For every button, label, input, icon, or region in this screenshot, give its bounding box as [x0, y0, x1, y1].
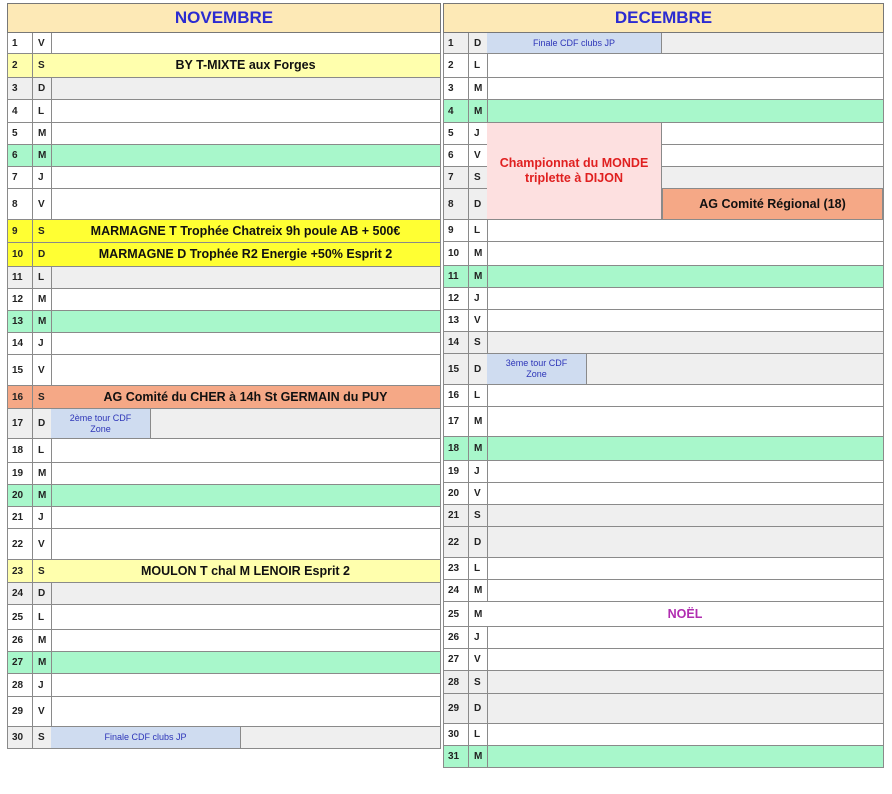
- day-of-week: J: [468, 288, 487, 309]
- november-calendar: [7, 3, 441, 749]
- day-of-week: V: [32, 189, 51, 219]
- day-number: 4: [444, 100, 468, 122]
- day-row: [7, 78, 441, 100]
- day-of-week: J: [468, 627, 487, 648]
- day-row: [7, 289, 441, 311]
- day-row: [443, 505, 884, 527]
- day-of-week: J: [468, 123, 487, 144]
- day-number: 3: [444, 78, 468, 99]
- day-number: 23: [444, 558, 468, 579]
- day-of-week: S: [468, 671, 487, 693]
- day-event-cell[interactable]: [51, 674, 440, 696]
- day-number: 2: [444, 54, 468, 77]
- day-number: 20: [8, 485, 32, 506]
- day-row: [443, 242, 884, 266]
- day-event-cell[interactable]: [51, 333, 440, 354]
- day-of-week: S: [32, 220, 51, 242]
- day-number: 7: [444, 167, 468, 188]
- day-of-week: M: [32, 289, 51, 310]
- day-number: 29: [8, 697, 32, 726]
- day-event-cell[interactable]: [487, 78, 883, 99]
- day-event-cell[interactable]: [487, 627, 883, 648]
- day-row: [443, 78, 884, 100]
- day-event-cell[interactable]: [487, 332, 883, 353]
- day-event-cell[interactable]: [487, 724, 883, 745]
- day-number: 1: [444, 33, 468, 53]
- day-row: [7, 529, 441, 560]
- day-row: [443, 220, 884, 242]
- day-event-cell[interactable]: [487, 100, 883, 122]
- event: AG Comité Régional (18): [662, 189, 883, 219]
- day-of-week: M: [468, 602, 487, 626]
- day-row: [7, 123, 441, 145]
- event: MOULON T chal M LENOIR Esprit 2: [51, 560, 440, 582]
- day-of-week: M: [468, 100, 487, 122]
- day-of-week: V: [32, 697, 51, 726]
- day-number: 3: [8, 78, 32, 99]
- day-of-week: S: [32, 560, 51, 582]
- day-number: 21: [8, 507, 32, 528]
- event: MARMAGNE T Trophée Chatreix 9h poule AB + 500€: [51, 220, 440, 242]
- day-number: 12: [444, 288, 468, 309]
- day-event-cell[interactable]: [51, 33, 440, 53]
- event: BY T-MIXTE aux Forges: [51, 54, 440, 77]
- day-of-week: S: [468, 505, 487, 526]
- day-row: [7, 630, 441, 652]
- day-event-cell[interactable]: [487, 580, 883, 601]
- day-row: [7, 583, 441, 605]
- day-event-cell[interactable]: [487, 558, 883, 579]
- day-number: 19: [8, 463, 32, 484]
- day-event-cell[interactable]: [51, 123, 440, 144]
- event-note: 2ème tour CDF Zone: [51, 409, 151, 438]
- day-event-cell[interactable]: [51, 583, 440, 604]
- day-number: 27: [444, 649, 468, 670]
- day-number: 26: [8, 630, 32, 651]
- day-event-cell[interactable]: [487, 310, 883, 331]
- day-row: [443, 694, 884, 724]
- day-row: [443, 558, 884, 580]
- day-of-week: L: [32, 439, 51, 462]
- day-of-week: D: [468, 694, 487, 723]
- day-event-cell[interactable]: [51, 439, 440, 462]
- day-of-week: S: [32, 386, 51, 408]
- day-event-cell[interactable]: [487, 437, 883, 460]
- day-number: 19: [444, 461, 468, 482]
- day-of-week: S: [468, 167, 487, 188]
- day-row: [443, 54, 884, 78]
- day-of-week: L: [32, 267, 51, 288]
- day-of-week: J: [32, 167, 51, 188]
- day-number: 7: [8, 167, 32, 188]
- day-number: 15: [8, 355, 32, 385]
- day-of-week: M: [32, 485, 51, 506]
- day-row: [443, 671, 884, 694]
- event-note: 3ème tour CDF Zone: [487, 354, 587, 384]
- day-row: [443, 461, 884, 483]
- event: NOËL: [487, 602, 883, 626]
- day-row: [443, 310, 884, 332]
- day-row: [7, 463, 441, 485]
- day-of-week: D: [32, 409, 51, 438]
- day-row: [443, 527, 884, 558]
- day-event-cell[interactable]: [487, 461, 883, 482]
- day-number: 13: [444, 310, 468, 331]
- day-event-cell[interactable]: [51, 529, 440, 559]
- day-event-cell[interactable]: [51, 145, 440, 166]
- day-number: 31: [444, 746, 468, 767]
- day-row: [7, 145, 441, 167]
- day-number: 30: [8, 727, 32, 748]
- day-number: 11: [444, 266, 468, 287]
- day-row: [7, 697, 441, 727]
- day-event-cell[interactable]: [51, 697, 440, 726]
- day-of-week: J: [32, 674, 51, 696]
- day-of-week: V: [468, 145, 487, 166]
- december-calendar: [443, 3, 884, 768]
- day-number: 21: [444, 505, 468, 526]
- day-number: 30: [444, 724, 468, 745]
- day-number: 16: [8, 386, 32, 408]
- day-number: 28: [444, 671, 468, 693]
- day-row: [7, 439, 441, 463]
- day-row: [7, 507, 441, 529]
- day-row: [443, 627, 884, 649]
- day-event-cell[interactable]: [487, 54, 883, 77]
- day-event-cell[interactable]: [51, 463, 440, 484]
- day-of-week: M: [468, 437, 487, 460]
- day-row: [443, 649, 884, 671]
- day-number: 9: [8, 220, 32, 242]
- day-event-cell[interactable]: [51, 289, 440, 310]
- event: Championnat du MONDE triplette à DIJON: [487, 123, 662, 219]
- day-row: [7, 652, 441, 674]
- day-number: 22: [444, 527, 468, 557]
- day-event-cell[interactable]: [51, 605, 440, 629]
- day-event-cell[interactable]: [51, 355, 440, 385]
- day-row: [443, 483, 884, 505]
- day-event-cell[interactable]: [51, 652, 440, 673]
- day-row: [7, 189, 441, 220]
- day-number: 27: [8, 652, 32, 673]
- day-of-week: L: [468, 558, 487, 579]
- day-number: 10: [8, 243, 32, 266]
- day-of-week: D: [32, 243, 51, 266]
- day-event-cell[interactable]: [487, 266, 883, 287]
- day-event-cell[interactable]: [51, 507, 440, 528]
- day-event-cell[interactable]: [487, 671, 883, 693]
- day-of-week: L: [32, 100, 51, 122]
- day-number: 11: [8, 267, 32, 288]
- day-number: 25: [8, 605, 32, 629]
- day-number: 24: [8, 583, 32, 604]
- day-row: [7, 485, 441, 507]
- day-number: 1: [8, 33, 32, 53]
- day-number: 5: [444, 123, 468, 144]
- day-row: [443, 385, 884, 407]
- day-of-week: V: [32, 529, 51, 559]
- day-number: 16: [444, 385, 468, 406]
- day-of-week: M: [468, 407, 487, 436]
- day-row: [7, 355, 441, 386]
- day-row: [7, 674, 441, 697]
- day-number: 12: [8, 289, 32, 310]
- day-of-week: D: [468, 33, 487, 53]
- day-number: 22: [8, 529, 32, 559]
- day-of-week: J: [468, 461, 487, 482]
- day-of-week: D: [468, 354, 487, 384]
- day-of-week: M: [468, 266, 487, 287]
- day-of-week: M: [32, 123, 51, 144]
- day-row: [443, 100, 884, 123]
- day-number: 23: [8, 560, 32, 582]
- day-of-week: V: [32, 355, 51, 385]
- day-number: 8: [8, 189, 32, 219]
- day-of-week: L: [468, 54, 487, 77]
- day-of-week: M: [468, 580, 487, 601]
- day-of-week: M: [468, 242, 487, 265]
- day-row: [443, 288, 884, 310]
- day-row: [443, 266, 884, 288]
- day-number: 8: [444, 189, 468, 219]
- day-event-cell[interactable]: [487, 385, 883, 406]
- event-note: Finale CDF clubs JP: [51, 727, 241, 748]
- day-number: 4: [8, 100, 32, 122]
- day-event-cell[interactable]: [51, 167, 440, 188]
- day-number: 18: [444, 437, 468, 460]
- day-event-cell[interactable]: [487, 505, 883, 526]
- day-row: [7, 605, 441, 630]
- day-number: 15: [444, 354, 468, 384]
- day-number: 14: [444, 332, 468, 353]
- day-event-cell[interactable]: [487, 527, 883, 557]
- day-number: 10: [444, 242, 468, 265]
- day-event-cell[interactable]: [51, 189, 440, 219]
- day-of-week: M: [32, 463, 51, 484]
- day-of-week: D: [468, 527, 487, 557]
- day-event-cell[interactable]: [51, 78, 440, 99]
- day-number: 9: [444, 220, 468, 241]
- day-row: [443, 580, 884, 602]
- day-number: 17: [444, 407, 468, 436]
- day-event-cell[interactable]: [487, 746, 883, 767]
- day-event-cell[interactable]: [487, 242, 883, 265]
- day-of-week: L: [468, 385, 487, 406]
- day-of-week: D: [32, 583, 51, 604]
- day-number: 26: [444, 627, 468, 648]
- day-number: 6: [444, 145, 468, 166]
- event: MARMAGNE D Trophée R2 Energie +50% Esprit 2: [51, 243, 440, 266]
- day-of-week: L: [468, 220, 487, 241]
- day-of-week: L: [32, 605, 51, 629]
- day-number: 2: [8, 54, 32, 77]
- day-of-week: D: [32, 78, 51, 99]
- day-event-cell[interactable]: [51, 267, 440, 288]
- day-of-week: S: [468, 332, 487, 353]
- day-event-cell[interactable]: [51, 100, 440, 122]
- day-row: [443, 407, 884, 437]
- day-event-cell[interactable]: [487, 694, 883, 723]
- day-row: [443, 746, 884, 768]
- day-of-week: V: [468, 483, 487, 504]
- day-number: 5: [8, 123, 32, 144]
- day-row: [443, 332, 884, 354]
- day-of-week: M: [32, 630, 51, 651]
- day-of-week: V: [32, 33, 51, 53]
- day-of-week: M: [32, 311, 51, 332]
- day-row: [7, 333, 441, 355]
- day-of-week: M: [468, 78, 487, 99]
- day-of-week: M: [468, 746, 487, 767]
- day-of-week: S: [32, 727, 51, 748]
- day-event-cell[interactable]: [51, 630, 440, 651]
- day-number: 25: [444, 602, 468, 626]
- day-of-week: M: [32, 145, 51, 166]
- day-event-cell[interactable]: [51, 311, 440, 332]
- day-number: 29: [444, 694, 468, 723]
- day-of-week: D: [468, 189, 487, 219]
- day-number: 13: [8, 311, 32, 332]
- day-row: [443, 437, 884, 461]
- day-number: 14: [8, 333, 32, 354]
- day-row: [443, 724, 884, 746]
- day-event-cell[interactable]: [487, 220, 883, 241]
- day-of-week: J: [32, 333, 51, 354]
- day-row: [7, 267, 441, 289]
- event: AG Comité du CHER à 14h St GERMAIN du PUY: [51, 386, 440, 408]
- day-event-cell[interactable]: [487, 407, 883, 436]
- day-number: 28: [8, 674, 32, 696]
- day-event-cell[interactable]: [487, 288, 883, 309]
- day-number: 17: [8, 409, 32, 438]
- day-of-week: V: [468, 310, 487, 331]
- day-number: 24: [444, 580, 468, 601]
- day-of-week: M: [32, 652, 51, 673]
- day-row: [7, 100, 441, 123]
- day-event-cell[interactable]: [487, 483, 883, 504]
- day-row: [7, 33, 441, 54]
- day-number: 20: [444, 483, 468, 504]
- month-title: NOVEMBRE: [7, 3, 441, 33]
- day-row: [7, 167, 441, 189]
- month-title: DECEMBRE: [443, 3, 884, 33]
- day-of-week: J: [32, 507, 51, 528]
- day-of-week: S: [32, 54, 51, 77]
- day-event-cell[interactable]: [51, 485, 440, 506]
- day-of-week: V: [468, 649, 487, 670]
- event-note: Finale CDF clubs JP: [487, 33, 662, 53]
- day-row: [7, 311, 441, 333]
- day-of-week: L: [468, 724, 487, 745]
- day-number: 6: [8, 145, 32, 166]
- day-event-cell[interactable]: [487, 649, 883, 670]
- day-number: 18: [8, 439, 32, 462]
